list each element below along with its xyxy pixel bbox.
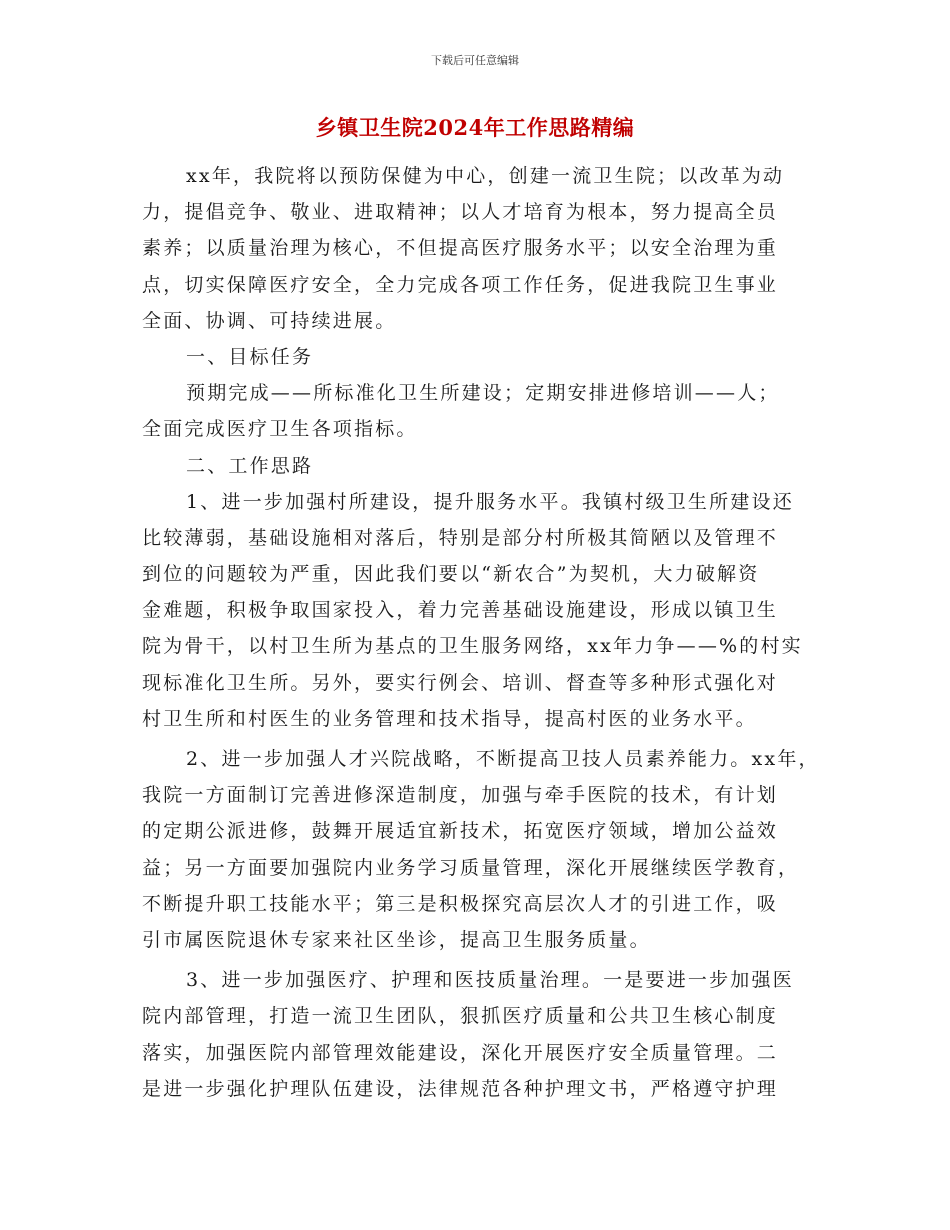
document-title: 乡镇卫生院2024年工作思路精编 [315,115,635,140]
paragraph-line: 现标准化卫生所。另外，要实行例会、培训、督查等多种形式强化对 [142,671,779,694]
paragraph-line: 引市属医院退休专家来社区坐诊，提高卫生服务质量。 [142,928,651,951]
paragraph-line: 全面完成医疗卫生各项指标。 [142,418,418,441]
paragraph-line: 村卫生所和村医生的业务管理和技术指导，提高村医的业务水平。 [142,707,757,730]
paragraph-line: 益；另一方面要加强院内业务学习质量管理，深化开展继续医学教育， [142,856,800,879]
paragraph-line: 预期完成——所标准化卫生所建设；定期安排进修培训——人； [186,382,780,405]
paragraph-line: 不断提升职工技能水平；第三是积极探究高层次人才的引进工作，吸 [142,892,779,915]
section-heading: 二、工作思路 [186,454,314,477]
paragraph-line: 到位的问题较为严重，因此我们要以“新农合”为契机，大力破解资 [142,563,760,586]
paragraph-line: 点，切实保障医疗安全，全力完成各项工作任务，促进我院卫生事业 [142,273,779,296]
paragraph-line: 素养；以质量治理为核心，不但提高医疗服务水平；以安全治理为重 [142,237,779,260]
paragraph-line: 比较薄弱，基础设施相对落后，特别是部分村所极其简陋以及管理不 [142,526,779,549]
document-body [142,158,822,1107]
paragraph-line: xx年，我院将以预防保健为中心，创建一流卫生院；以改革为动 [186,165,785,187]
header-note: 下载后可任意编辑 [431,54,519,67]
paragraph-line: 我院一方面制订完善进修深造制度，加强与牵手医院的技术，有计划 [142,784,779,807]
paragraph-line: 的定期公派进修，鼓舞开展适宜新技术，拓宽医疗领域，增加公益效 [142,820,779,843]
paragraph-line: 全面、协调、可持续进展。 [142,309,397,332]
paragraph-line: 院为骨干，以村卫生所为基点的卫生服务网络，xx年力争——%的村实 [142,635,803,658]
paragraph-line: 2、进一步加强人才兴院战略，不断提高卫技人员素养能力。xx年， [186,748,820,770]
paragraph-line: 1、进一步加强村所建设，提升服务水平。我镇村级卫生所建设还 [186,490,794,513]
paragraph-line: 力，提倡竞争、敬业、进取精神；以人才培育为根本，努力提高全员 [142,201,779,224]
paragraph-line: 落实，加强医院内部管理效能建设，深化开展医疗安全质量管理。二 [142,1041,779,1064]
section-heading: 一、目标任务 [186,345,314,368]
paragraph-line: 金难题，积极争取国家投入，着力完善基础设施建设，形成以镇卫生 [142,599,779,622]
paragraph-line: 是进一步强化护理队伍建设，法律规范各种护理文书，严格遵守护理 [142,1077,779,1100]
paragraph-line: 3、进一步加强医疗、护理和医技质量治理。一是要进一步加强医 [186,969,794,992]
paragraph-line: 院内部管理，打造一流卫生团队，狠抓医疗质量和公共卫生核心制度 [142,1005,779,1028]
